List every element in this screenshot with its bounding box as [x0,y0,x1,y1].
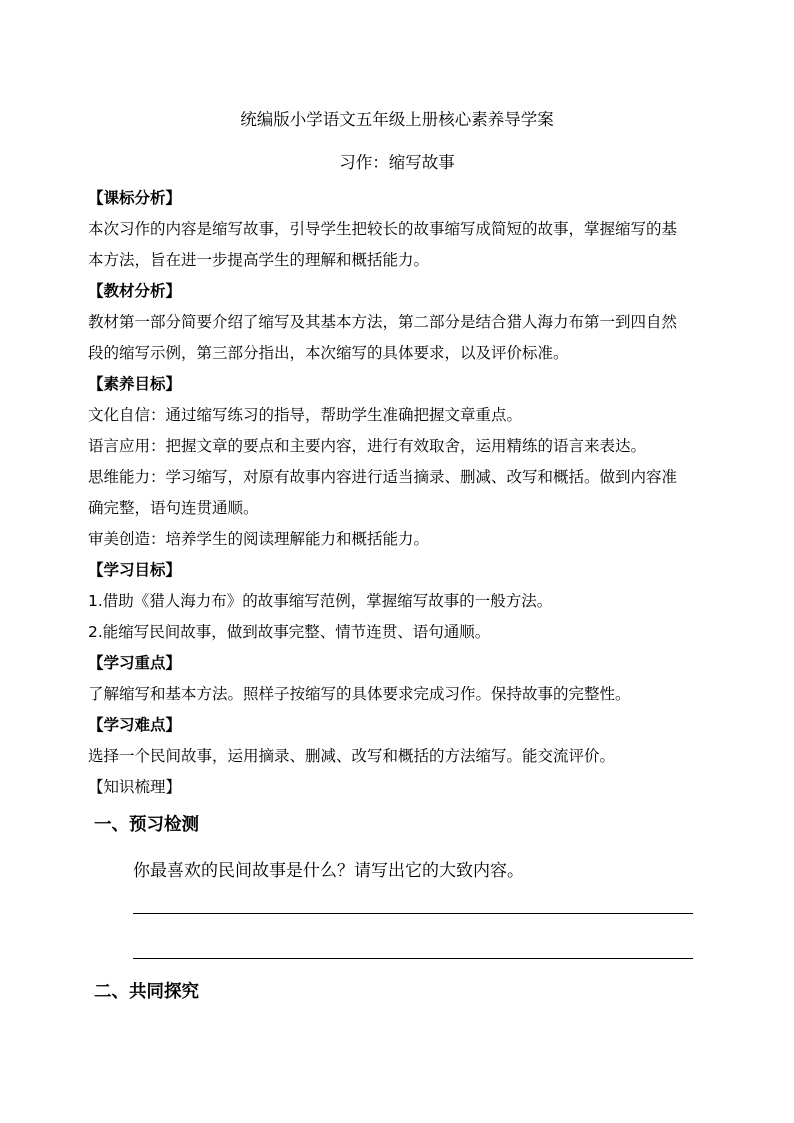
textbook-analysis-line-2: 段的缩写示例，第三部分指出，本次缩写的具体要求，以及评价标准。 [88,344,569,362]
learning-goal-1: 1.借助《猎人海力布》的故事缩写范例，掌握缩写故事的一般方法。 [88,592,553,610]
curriculum-analysis-line-2: 本方法，旨在进一步提高学生的理解和概括能力。 [88,251,430,269]
literacy-goal-thinking-ability-2: 确完整，语句连贯通顺。 [88,499,259,517]
heading-learning-goals: 【学习目标】 [88,561,182,579]
curriculum-analysis-line-1: 本次习作的内容是缩写故事，引导学生把较长的故事缩写成简短的故事，掌握缩写的基 [88,220,678,238]
answer-line-2[interactable] [133,958,693,959]
heading-key-points: 【学习重点】 [88,654,182,672]
section-joint-exploration: 二、共同探究 [94,982,199,1002]
textbook-analysis-line-1: 教材第一部分简要介绍了缩写及其基本方法，第二部分是结合猎人海力布第一到四自然 [88,313,678,331]
heading-literacy-goals: 【素养目标】 [88,375,182,393]
literacy-goal-language-application: 语言应用：把握文章的要点和主要内容，进行有效取舍，运用精练的语言来表达。 [88,437,647,455]
preview-question: 你最喜欢的民间故事是什么？请写出它的大致内容。 [133,861,524,881]
learning-goal-2: 2.能缩写民间故事，做到故事完整、情节连贯、语句通顺。 [88,623,491,641]
answer-line-1[interactable] [133,913,693,914]
heading-textbook-analysis: 【教材分析】 [88,282,182,300]
literacy-goal-thinking-ability-1: 思维能力：学习缩写，对原有故事内容进行适当摘录、删减、改写和概括。做到内容准 [88,468,678,486]
heading-difficulties: 【学习难点】 [88,716,182,734]
literacy-goal-aesthetic-creation: 审美创造：培养学生的阅读理解能力和概括能力。 [88,530,430,548]
heading-curriculum-analysis: 【课标分析】 [88,189,182,207]
document-subtitle: 习作：缩写故事 [339,153,455,172]
literacy-goal-cultural-confidence: 文化自信：通过缩写练习的指导，帮助学生准确把握文章重点。 [88,406,523,424]
document-title: 统编版小学语文五年级上册核心素养导学案 [240,110,554,129]
section-preview-check: 一、预习检测 [94,815,199,835]
heading-knowledge-review: 【知识梳理】 [88,778,182,796]
key-points-text: 了解缩写和基本方法。照样子按缩写的具体要求完成习作。保持故事的完整性。 [88,685,631,703]
difficulties-text: 选择一个民间故事，运用摘录、删减、改写和概括的方法缩写。能交流评价。 [88,747,616,765]
